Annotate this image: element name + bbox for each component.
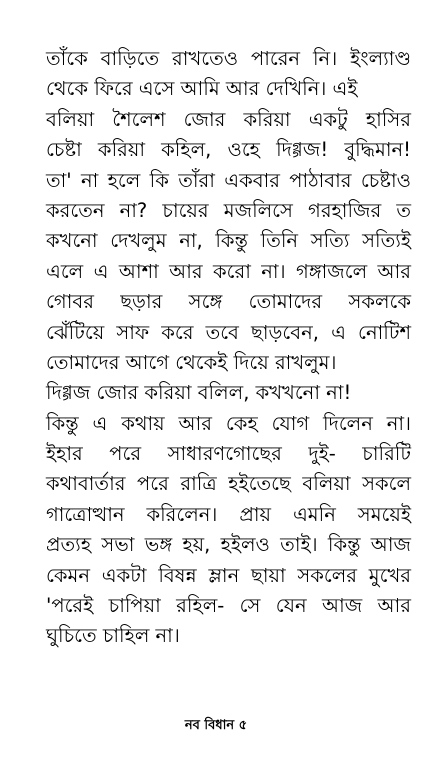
text-line: ইহার পরে সাধারণগোছের দুই- চারিটি [46,442,411,466]
text-line: তা' না হলে কি তাঁরা একবার পাঠাবার চেষ্টাও [46,168,411,192]
text-line: তাঁকে বাড়িতে রাখতেও পারেন নি। ইংল্যাণ্ড [46,47,411,70]
text-line: তোমাদের আগে থেকেই দিয়ে রাখলুম। [46,350,337,374]
text-line: ঝেঁটিয়ে সাফ করে তবে ছাড়বেন, এ নোটিশ [46,320,411,344]
text-line: গাত্রোত্থান করিলেন। প্রায় এমনি সময়েই [46,502,411,526]
text-line: গোবর ছড়ার সঙ্গে তোমাদের সকলকে [46,290,411,314]
text-line: কখনো দেখলুম না, কিন্তু তিনি সত্যি সত্যিই [46,229,411,253]
text-line: প্রত্যহ সভা ভঙ্গ হয়, হইলও তাই। কিন্তু আজ [46,533,411,557]
text-line: করতেন না? চায়ের মজলিসে গরহাজির ত [46,198,411,222]
text-line: এলে এ আশা আর করো না। গঙ্গাজলে আর [46,259,411,283]
text-line: 'পরেই চাপিয়া রহিল- সে যেন আজ আর [46,594,411,618]
page-footer: নব বিধান ৫ [184,718,248,733]
text-line: ঘুচিতে চাহিল না। [46,624,180,648]
text-line: থেকে ফিরে এসে আমি আর দেখিনি। এই [46,77,358,101]
text-line: চেষ্টা করিয়া কহিল, ওহে দিগ্গজ! বুদ্ধিমান! [46,138,411,162]
text-line: কেমন একটা বিষন্ন ম্লান ছায়া সকলের মুখের [46,563,411,587]
body-text [46,44,411,652]
text-line: দিগ্গজ জোর করিয়া বলিল, কখখনো না! [46,381,352,405]
text-line: বলিয়া শৈলেশ জোর করিয়া একটু হাসির [46,107,411,131]
text-line: কিন্তু এ কথায় আর কেহ যোগ দিলেন না। [46,411,411,435]
text-line: কথাবার্তার পরে রাত্রি হইতেছে বলিয়া সকলে [46,472,411,496]
